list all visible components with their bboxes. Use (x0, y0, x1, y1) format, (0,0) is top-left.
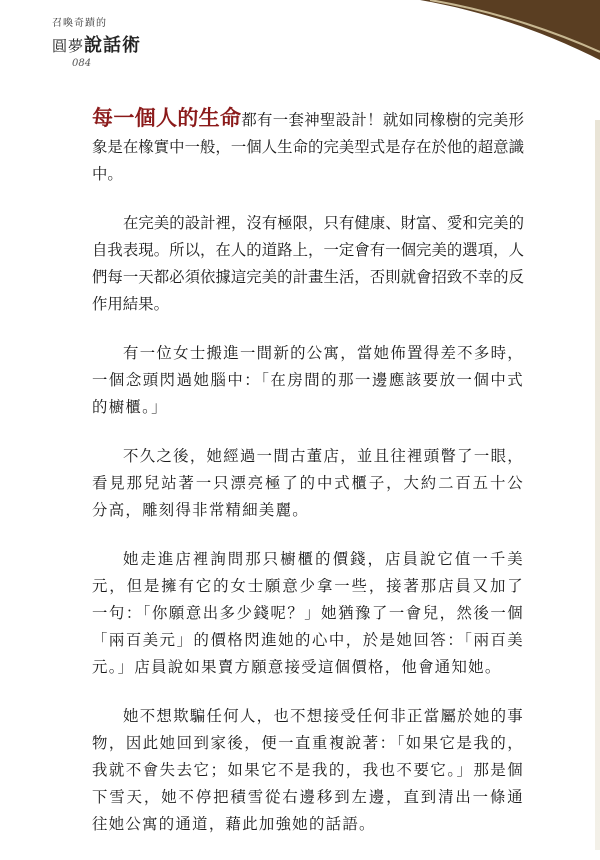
page-edge-strip (595, 120, 600, 850)
body-text (92, 104, 524, 860)
paragraph-3: 有一位女士搬進一間新的公寓，當她佈置得差不多時，一個念頭閃過她腦中：「在房間的那一邊應該要放一個中式的櫥櫃。」 (92, 344, 524, 416)
paragraph-4: 不久之後，她經過一間古董店，並且往裡頭瞥了一眼，看見那兒站著一只漂亮極了的中式櫃子，大約二百五十公分高，雕刻得非常精細美麗。 (92, 447, 524, 519)
paragraph-6: 她不想欺騙任何人，也不想接受任何非正當屬於她的事物，因此她回到家後，便一直重複說著：「如果它是我的，我就不會失去它；如果它不是我的，我也不要它。」那是個下雪天，她不停把積雪從右邊移到左邊，直到清出一條通往她公寓的通道，藉此加強她的話語。 (92, 707, 524, 833)
paragraph-5: 她走進店裡詢問那只櫥櫃的價錢，店員說它值一千美元，但是擁有它的女士願意少拿一些，接著那店員又加了一句：「你願意出多少錢呢？」她猶豫了一會兒，然後一個「兩百美元」的價格閃進她的心中，於是她回答：「兩百美元。」店員說如果賣方願意接受這個價格，他會通知她。 (92, 550, 524, 676)
paragraph-1 (92, 104, 524, 188)
title-main: 說話術 (84, 35, 142, 56)
book-title-header (52, 14, 172, 57)
lead-phrase: 每一個人的生命 (92, 105, 242, 130)
book-title (52, 31, 172, 57)
paragraph-2: 在完美的設計裡，沒有極限，只有健康、財富、愛和完美的自我表現。所以，在人的道路上，一定會有一個完美的選項，人們每一天都必須依據這完美的計畫生活，否則就會招致不幸的反作用結果。 (92, 214, 524, 313)
title-prefix: 圓夢 (52, 37, 85, 55)
series-line: 召喚奇蹟的 (52, 18, 107, 29)
page-number: 084 (72, 58, 92, 69)
paragraph-1-text: 都有一套神聖設計！就如同橡樹的完美形象是在橡實中一般，一個人生命的完美型式是存在於他的超意識中。 (92, 111, 524, 183)
